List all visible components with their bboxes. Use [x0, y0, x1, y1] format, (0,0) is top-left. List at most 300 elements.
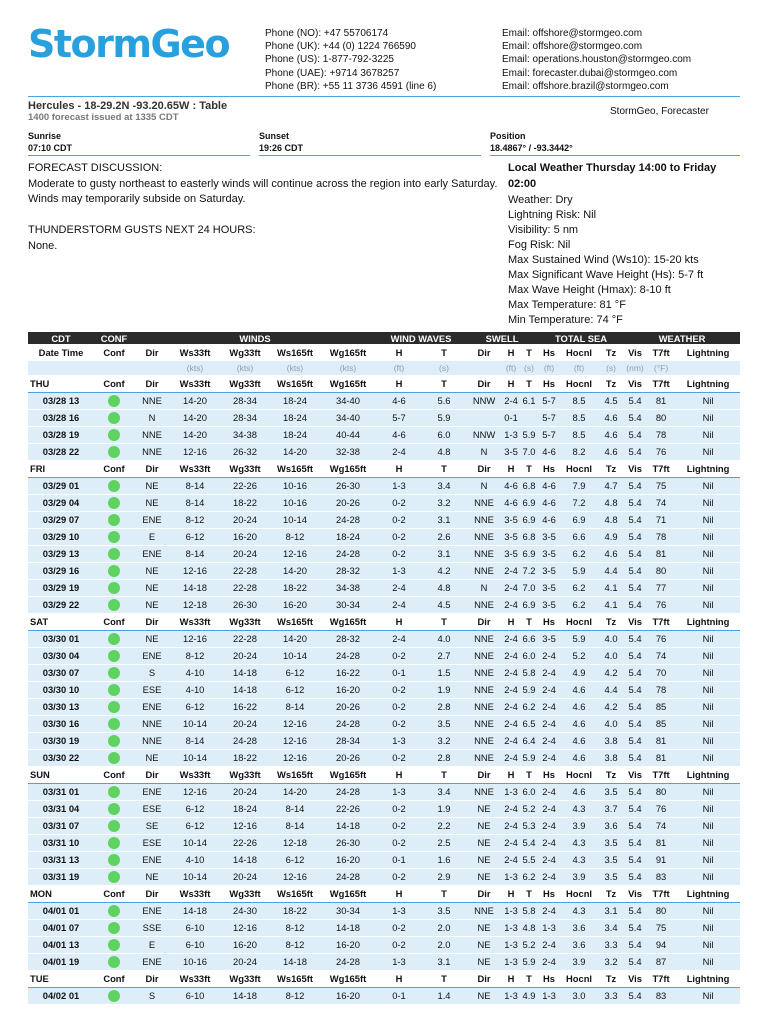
table-cell: 5.4: [624, 715, 646, 732]
table-cell: 6-12: [270, 851, 320, 868]
table-cell: 4.8: [598, 494, 624, 511]
day-column-header: Hs: [538, 970, 560, 987]
unit-cell: (kts): [220, 361, 270, 375]
column-header: Vis: [628, 347, 642, 358]
date-time-cell: 03/28 22: [28, 443, 94, 460]
confidence-dot-icon: [108, 990, 120, 1002]
table-cell: 3-5: [502, 443, 520, 460]
day-column-header: T: [520, 460, 538, 477]
table-cell: 4.0: [598, 630, 624, 647]
table-cell: 5.4: [624, 511, 646, 528]
table-cell: 5.4: [624, 851, 646, 868]
day-column-header: T: [422, 613, 466, 630]
table-cell: NE: [134, 562, 170, 579]
table-cell: 20-24: [220, 715, 270, 732]
table-row: [28, 664, 740, 681]
table-cell: Nil: [676, 579, 740, 596]
table-cell: 6.2: [520, 868, 538, 885]
table-cell: NNE: [466, 664, 502, 681]
table-cell: 4.0: [422, 630, 466, 647]
table-cell: 5.4: [624, 596, 646, 613]
table-cell: 5.4: [624, 800, 646, 817]
table-cell: 34-40: [320, 409, 376, 426]
table-cell: 4.6: [598, 545, 624, 562]
day-name: THU: [28, 375, 94, 392]
day-column-header: T7ft: [646, 613, 676, 630]
unit-cell: [94, 361, 134, 375]
table-cell: 5-7: [538, 409, 560, 426]
table-cell: Nil: [676, 868, 740, 885]
day-column-header: Wg33ft: [220, 613, 270, 630]
table-cell: 6-12: [270, 664, 320, 681]
table-cell: 4-6: [538, 494, 560, 511]
table-row: [28, 851, 740, 868]
table-cell: 4.3: [560, 800, 598, 817]
table-cell: 8-14: [270, 698, 320, 715]
day-column-header: T: [422, 460, 466, 477]
table-cell: 10-16: [270, 494, 320, 511]
table-cell: 16-20: [320, 936, 376, 953]
table-row: [28, 528, 740, 545]
table-cell: 3.2: [598, 953, 624, 970]
day-column-header: T7ft: [646, 766, 676, 783]
table-cell: Nil: [676, 545, 740, 562]
date-time-cell: 03/30 19: [28, 732, 94, 749]
table-cell: 81: [646, 732, 676, 749]
table-row: [28, 987, 740, 1004]
table-cell: 22-26: [220, 834, 270, 851]
confidence-cell: [94, 698, 134, 715]
table-cell: 12-16: [270, 868, 320, 885]
table-cell: 74: [646, 817, 676, 834]
column-header: Ws33ft: [179, 347, 211, 358]
table-cell: NE: [134, 477, 170, 494]
table-cell: 1.6: [422, 851, 466, 868]
table-cell: 77: [646, 579, 676, 596]
table-cell: 3.2: [422, 494, 466, 511]
table-cell: 2-4: [502, 817, 520, 834]
table-cell: 4.2: [598, 698, 624, 715]
table-cell: NNE: [466, 698, 502, 715]
group-header-winds: WINDS: [134, 332, 376, 344]
header-divider: [28, 96, 740, 97]
unit-cell: (s): [598, 361, 624, 375]
confidence-dot-icon: [108, 939, 120, 951]
table-cell: 16-22: [320, 664, 376, 681]
table-cell: 76: [646, 443, 676, 460]
column-header: Ws165ft: [277, 347, 313, 358]
day-column-header: Wg165ft: [320, 375, 376, 392]
day-column-header: T7ft: [646, 885, 676, 902]
column-header: T7ft: [652, 347, 670, 358]
table-cell: 0-1: [376, 851, 422, 868]
day-name: SUN: [28, 766, 94, 783]
table-cell: 3.9: [560, 953, 598, 970]
table-cell: 2-4: [502, 800, 520, 817]
day-column-header: Conf: [94, 766, 134, 783]
table-cell: 2-4: [538, 715, 560, 732]
day-name: SAT: [28, 613, 94, 630]
table-cell: 14-18: [270, 953, 320, 970]
confidence-dot-icon: [108, 684, 120, 696]
lw-max-hmax: Max Wave Height (Hmax): 8-10 ft: [508, 284, 671, 296]
table-row: [28, 732, 740, 749]
table-cell: 6.9: [520, 545, 538, 562]
table-cell: 4.7: [598, 477, 624, 494]
day-column-header: Lightning: [676, 970, 740, 987]
table-cell: 8-14: [270, 817, 320, 834]
day-column-header: Hocnl: [560, 885, 598, 902]
table-cell: 1.9: [422, 681, 466, 698]
email-uk: Email: offshore@stormgeo.com: [502, 41, 643, 53]
table-cell: 22-26: [320, 800, 376, 817]
table-cell: 14-18: [220, 681, 270, 698]
lw-lightning-risk: Lightning Risk: Nil: [508, 209, 597, 221]
table-cell: NNE: [134, 392, 170, 409]
table-cell: 14-18: [220, 851, 270, 868]
table-cell: 2-4: [538, 681, 560, 698]
table-cell: 2-4: [502, 647, 520, 664]
table-row: [28, 868, 740, 885]
table-row: [28, 800, 740, 817]
confidence-dot-icon: [108, 667, 120, 679]
table-cell: 14-20: [270, 562, 320, 579]
day-header-row: [28, 970, 740, 987]
day-column-header: Wg165ft: [320, 970, 376, 987]
local-weather-panel: [508, 161, 740, 328]
table-cell: 2.8: [422, 698, 466, 715]
table-cell: 14-20: [270, 783, 320, 800]
table-cell: 18-24: [270, 426, 320, 443]
table-cell: 1-3: [376, 732, 422, 749]
unit-cell: (kts): [320, 361, 376, 375]
table-cell: 14-20: [270, 630, 320, 647]
table-cell: 18-22: [270, 579, 320, 596]
table-cell: NE: [466, 953, 502, 970]
table-cell: 0-2: [376, 698, 422, 715]
table-row: [28, 783, 740, 800]
table-cell: Nil: [676, 562, 740, 579]
table-cell: 6-12: [170, 800, 220, 817]
table-cell: 24-28: [320, 647, 376, 664]
day-column-header: H: [376, 460, 422, 477]
table-cell: 3.5: [598, 868, 624, 885]
table-cell: 71: [646, 511, 676, 528]
email-br: Email: offshore.brazil@stormgeo.com: [502, 80, 669, 92]
day-column-header: Hocnl: [560, 460, 598, 477]
confidence-cell: [94, 987, 134, 1004]
table-cell: 12-16: [270, 545, 320, 562]
day-column-header: Wg33ft: [220, 460, 270, 477]
table-cell: 10-16: [270, 477, 320, 494]
day-column-header: Dir: [466, 885, 502, 902]
table-cell: 8-14: [170, 494, 220, 511]
table-cell: Nil: [676, 698, 740, 715]
table-cell: Nil: [676, 528, 740, 545]
email-list: [502, 27, 691, 93]
table-cell: 5.4: [624, 528, 646, 545]
table-row: [28, 579, 740, 596]
table-cell: 1.9: [422, 800, 466, 817]
table-cell: 5-7: [376, 409, 422, 426]
table-cell: 4.5: [598, 392, 624, 409]
table-cell: 2-4: [538, 732, 560, 749]
table-cell: 4.3: [560, 851, 598, 868]
table-cell: 3.3: [598, 987, 624, 1004]
day-column-header: Lightning: [676, 766, 740, 783]
table-cell: 8-12: [270, 919, 320, 936]
table-cell: 4.3: [560, 902, 598, 919]
table-cell: 12-16: [170, 443, 220, 460]
table-cell: 4.1: [598, 596, 624, 613]
table-cell: 0-2: [376, 681, 422, 698]
day-column-header: Dir: [134, 375, 170, 392]
table-cell: 81: [646, 545, 676, 562]
table-cell: 8-14: [170, 732, 220, 749]
table-cell: 20-24: [220, 647, 270, 664]
table-cell: 3-5: [502, 545, 520, 562]
table-cell: 3-5: [538, 579, 560, 596]
table-cell: 76: [646, 596, 676, 613]
table-cell: 78: [646, 528, 676, 545]
table-row: [28, 936, 740, 953]
group-header-wind-waves: WIND WAVES: [376, 332, 466, 344]
table-cell: 1-3: [502, 936, 520, 953]
day-column-header: Ws33ft: [170, 613, 220, 630]
column-header: H: [507, 347, 515, 358]
table-cell: ENE: [134, 953, 170, 970]
confidence-dot-icon: [108, 531, 120, 543]
table-row: [28, 919, 740, 936]
day-column-header: Conf: [94, 613, 134, 630]
table-cell: Nil: [676, 851, 740, 868]
thunderstorm-heading: THUNDERSTORM GUSTS NEXT 24 HOURS:: [28, 224, 256, 236]
table-cell: 20-24: [220, 783, 270, 800]
table-cell: 16-20: [320, 681, 376, 698]
table-cell: 12-18: [270, 834, 320, 851]
column-header: Hs: [543, 347, 555, 358]
forecaster-name: StormGeo, Forecaster: [610, 106, 709, 117]
table-row: [28, 477, 740, 494]
confidence-dot-icon: [108, 701, 120, 713]
table-row: [28, 834, 740, 851]
date-time-cell: 03/30 22: [28, 749, 94, 766]
table-cell: 6.0: [520, 647, 538, 664]
table-cell: 6-12: [270, 681, 320, 698]
day-column-header: Vis: [624, 766, 646, 783]
table-cell: ESE: [134, 681, 170, 698]
table-cell: 34-38: [220, 426, 270, 443]
day-column-header: Wg165ft: [320, 766, 376, 783]
table-cell: 18-24: [220, 800, 270, 817]
table-cell: Nil: [676, 817, 740, 834]
confidence-cell: [94, 817, 134, 834]
table-cell: NNE: [466, 902, 502, 919]
table-cell: 5.2: [520, 800, 538, 817]
table-cell: 5-7: [538, 426, 560, 443]
table-cell: 2-4: [502, 851, 520, 868]
day-column-header: Lightning: [676, 885, 740, 902]
table-cell: 5.4: [624, 919, 646, 936]
table-cell: 14-18: [170, 579, 220, 596]
table-cell: 4.6: [560, 749, 598, 766]
table-row: [28, 698, 740, 715]
table-cell: 5.4: [624, 698, 646, 715]
table-cell: 0-1: [376, 987, 422, 1004]
table-cell: 18-24: [270, 392, 320, 409]
position-label: Position: [490, 131, 526, 141]
table-cell: 6-12: [170, 817, 220, 834]
date-time-cell: 03/31 07: [28, 817, 94, 834]
date-time-cell: 03/31 04: [28, 800, 94, 817]
table-cell: 81: [646, 834, 676, 851]
table-cell: Nil: [676, 443, 740, 460]
table-cell: 18-24: [270, 409, 320, 426]
table-cell: 4.4: [598, 681, 624, 698]
date-time-cell: 03/29 01: [28, 477, 94, 494]
table-cell: E: [134, 936, 170, 953]
day-column-header: Vis: [624, 375, 646, 392]
confidence-dot-icon: [108, 548, 120, 560]
date-time-cell: 04/02 01: [28, 987, 94, 1004]
table-cell: 1.5: [422, 664, 466, 681]
table-cell: 10-14: [270, 647, 320, 664]
table-cell: NE: [466, 868, 502, 885]
date-time-cell: 03/28 16: [28, 409, 94, 426]
table-cell: 7.0: [520, 443, 538, 460]
table-cell: NNW: [466, 426, 502, 443]
day-column-header: Tz: [598, 885, 624, 902]
table-cell: 1-3: [502, 987, 520, 1004]
column-header: Dir: [477, 347, 491, 358]
table-cell: 5.4: [624, 783, 646, 800]
table-cell: 20-24: [220, 545, 270, 562]
table-cell: NE: [134, 494, 170, 511]
table-cell: 5.4: [624, 545, 646, 562]
table-cell: 4-10: [170, 681, 220, 698]
table-cell: 3.5: [422, 902, 466, 919]
table-cell: 6.9: [520, 494, 538, 511]
confidence-dot-icon: [108, 786, 120, 798]
table-cell: Nil: [676, 511, 740, 528]
day-column-header: H: [376, 970, 422, 987]
table-cell: 4-6: [502, 477, 520, 494]
phone-us: Phone (US): 1-877-792-3225: [265, 54, 394, 66]
table-cell: 1-3: [502, 953, 520, 970]
day-column-header: H: [376, 885, 422, 902]
table-cell: SSE: [134, 919, 170, 936]
table-cell: 2-4: [538, 834, 560, 851]
day-column-header: Ws165ft: [270, 375, 320, 392]
table-cell: 5.4: [624, 987, 646, 1004]
table-cell: 2-4: [538, 851, 560, 868]
group-header-cdt: CDT: [28, 332, 94, 344]
day-column-header: Lightning: [676, 375, 740, 392]
table-cell: ENE: [134, 851, 170, 868]
table-cell: 24-28: [320, 715, 376, 732]
sunset-divider: [259, 155, 481, 156]
table-cell: 3.6: [598, 817, 624, 834]
table-cell: 2-4: [502, 732, 520, 749]
table-cell: 2-4: [538, 800, 560, 817]
table-cell: 4-6: [538, 477, 560, 494]
table-cell: NE: [466, 834, 502, 851]
day-column-header: Dir: [134, 460, 170, 477]
date-time-cell: 04/01 13: [28, 936, 94, 953]
day-column-header: Ws165ft: [270, 970, 320, 987]
day-column-header: Vis: [624, 613, 646, 630]
date-time-cell: 03/30 16: [28, 715, 94, 732]
day-column-header: Vis: [624, 460, 646, 477]
table-cell: 5.4: [624, 902, 646, 919]
table-cell: 24-28: [220, 732, 270, 749]
table-cell: 24-28: [320, 868, 376, 885]
day-column-header: T: [422, 885, 466, 902]
unit-cell: (ft): [538, 361, 560, 375]
date-time-cell: 03/29 19: [28, 579, 94, 596]
confidence-cell: [94, 511, 134, 528]
table-cell: 4-6: [538, 443, 560, 460]
table-cell: 2-4: [502, 630, 520, 647]
day-column-header: Ws33ft: [170, 766, 220, 783]
table-cell: 20-26: [320, 749, 376, 766]
table-cell: 91: [646, 851, 676, 868]
day-column-header: T: [422, 970, 466, 987]
day-column-header: Conf: [94, 885, 134, 902]
day-column-header: T: [520, 375, 538, 392]
day-header-row: [28, 613, 740, 630]
table-cell: 0-2: [376, 868, 422, 885]
table-cell: 8-14: [270, 800, 320, 817]
table-cell: 5.4: [624, 579, 646, 596]
date-time-cell: 03/31 13: [28, 851, 94, 868]
date-time-cell: 03/29 07: [28, 511, 94, 528]
table-cell: 6.6: [560, 528, 598, 545]
table-cell: S: [134, 987, 170, 1004]
table-cell: NE: [466, 936, 502, 953]
date-time-cell: 03/31 10: [28, 834, 94, 851]
day-column-header: Ws165ft: [270, 766, 320, 783]
table-cell: 10-14: [170, 715, 220, 732]
table-cell: Nil: [676, 477, 740, 494]
table-cell: 2.0: [422, 919, 466, 936]
table-cell: 2-4: [376, 630, 422, 647]
table-cell: 76: [646, 630, 676, 647]
table-cell: 2.6: [422, 528, 466, 545]
date-time-cell: 03/29 13: [28, 545, 94, 562]
forecast-table: [28, 332, 740, 1005]
table-cell: 24-28: [320, 511, 376, 528]
table-cell: Nil: [676, 392, 740, 409]
table-cell: 5.4: [624, 477, 646, 494]
confidence-dot-icon: [108, 633, 120, 645]
table-cell: 4-10: [170, 664, 220, 681]
table-cell: 2.7: [422, 647, 466, 664]
table-cell: 3.6: [560, 936, 598, 953]
table-cell: 4.6: [560, 715, 598, 732]
table-cell: Nil: [676, 664, 740, 681]
discussion-text-1: Moderate to gusty northeast to easterly winds will continue across the region into early Saturday.: [28, 177, 498, 190]
day-header-row: [28, 885, 740, 902]
table-cell: 1-3: [538, 987, 560, 1004]
confidence-cell: [94, 732, 134, 749]
table-cell: 22-26: [220, 477, 270, 494]
table-cell: 2-4: [538, 783, 560, 800]
table-cell: 28-34: [220, 392, 270, 409]
table-cell: 5.4: [624, 834, 646, 851]
day-column-header: H: [376, 766, 422, 783]
table-cell: 18-22: [270, 902, 320, 919]
